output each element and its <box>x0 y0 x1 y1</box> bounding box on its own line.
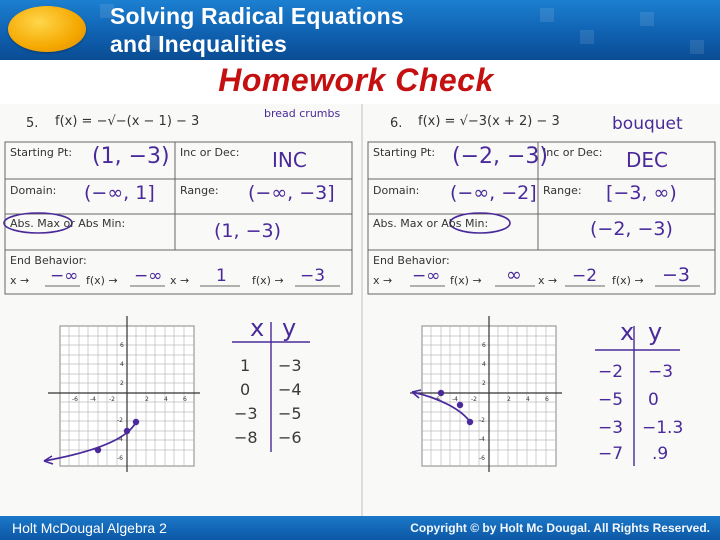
p5-row3-y: −5 <box>278 404 302 423</box>
p6-x-arrow-1: x → <box>373 274 393 287</box>
p5-range-label: Range: <box>180 184 219 197</box>
p5-row1-x: 1 <box>240 356 251 375</box>
svg-text:4: 4 <box>120 361 124 368</box>
p5-abs-answer: (1, −3) <box>214 220 282 242</box>
p6-row1-y: −3 <box>648 362 674 382</box>
p5-abs-label: Abs. Max or Abs Min: <box>10 217 126 230</box>
p6-eb2-fx: −3 <box>662 264 691 286</box>
p6-domain-answer: (−∞, −2] <box>450 182 537 204</box>
worksheet-image <box>0 104 720 516</box>
p6-inc-dec-answer: DEC <box>626 148 669 172</box>
p5-eb2-fx: −3 <box>300 266 326 286</box>
svg-text:6: 6 <box>183 396 187 403</box>
problem-6-number: 6. <box>390 116 403 131</box>
svg-text:-2: -2 <box>471 396 477 403</box>
p6-row3-y: −1.3 <box>642 418 684 438</box>
slide-footer <box>0 516 720 540</box>
p6-fx-arrow-2: f(x) → <box>612 274 644 287</box>
p6-x-arrow-2: x → <box>538 274 558 287</box>
p6-row4-y: .9 <box>652 444 669 464</box>
p6-inc-dec-label: Inc or Dec: <box>543 146 603 159</box>
p5-eb2-x: 1 <box>216 266 227 286</box>
graph-grid-right <box>410 316 562 472</box>
p5-row3-x: −3 <box>234 404 258 423</box>
problem-5-number: 5. <box>26 116 39 131</box>
p5-eb1-fx: −∞ <box>134 266 163 286</box>
p6-table-y-header: y <box>648 318 663 346</box>
p5-inc-dec-label: Inc or Dec: <box>180 146 240 159</box>
p5-domain-answer: (−∞, 1] <box>84 182 155 204</box>
footer-copyright: Copyright © by Holt Mc Dougal. All Rights Reserved. <box>410 521 710 535</box>
svg-text:4: 4 <box>526 396 530 403</box>
svg-text:-6: -6 <box>434 396 440 403</box>
svg-text:4: 4 <box>164 396 168 403</box>
svg-text:-4: -4 <box>90 396 96 403</box>
header-title-line1: Solving Radical Equations <box>110 3 404 29</box>
problem-6-function: f(x) = √−3(x + 2) − 3 <box>418 114 560 129</box>
p5-table-y-header: y <box>282 314 297 342</box>
p5-starting-pt-answer: (1, −3) <box>92 144 170 169</box>
p5-domain-label: Domain: <box>10 184 57 197</box>
p6-starting-pt-label: Starting Pt: <box>373 146 436 159</box>
p6-abs-label: Abs. Max or Abs Min: <box>373 217 489 230</box>
svg-text:-4: -4 <box>117 436 123 443</box>
p5-row4-y: −6 <box>278 428 302 447</box>
p6-starting-pt-answer: (−2, −3) <box>452 144 549 169</box>
p5-fx-arrow-2: f(x) → <box>252 274 284 287</box>
p5-row1-y: −3 <box>278 356 302 375</box>
svg-text:6: 6 <box>120 342 124 349</box>
svg-text:-6: -6 <box>479 455 485 462</box>
p6-row1-x: −2 <box>598 362 624 382</box>
p6-abs-answer: (−2, −3) <box>590 218 673 240</box>
p5-table-x-header: x <box>250 314 265 342</box>
logo-oval <box>8 6 86 52</box>
problem-5-function: f(x) = −√−(x − 1) − 3 <box>55 114 200 129</box>
p6-eb1-fx: ∞ <box>506 264 522 286</box>
svg-text:-4: -4 <box>479 436 485 443</box>
p6-row4-x: −7 <box>598 444 624 464</box>
p6-domain-label: Domain: <box>373 184 420 197</box>
svg-text:6: 6 <box>545 396 549 403</box>
header-title-line2: and Inequalities <box>110 31 288 57</box>
svg-text:4: 4 <box>482 361 486 368</box>
svg-text:-2: -2 <box>109 396 115 403</box>
p6-fx-arrow-1: f(x) → <box>450 274 482 287</box>
svg-text:2: 2 <box>507 396 511 403</box>
p5-eb1-x: −∞ <box>50 266 79 286</box>
p6-row2-x: −5 <box>598 390 624 410</box>
p6-range-answer: [−3, ∞) <box>606 182 677 204</box>
footer-course: Holt McDougal Algebra 2 <box>12 520 167 536</box>
p5-row2-x: 0 <box>240 380 251 399</box>
p6-row2-y: 0 <box>648 390 659 410</box>
p6-row3-x: −3 <box>598 418 624 438</box>
p6-table-x-header: x <box>620 318 635 346</box>
svg-text:2: 2 <box>482 380 486 387</box>
svg-text:-6: -6 <box>117 455 123 462</box>
p5-row4-x: −8 <box>234 428 258 447</box>
p5-x-arrow-2: x → <box>170 274 190 287</box>
svg-text:-2: -2 <box>479 417 485 424</box>
p5-starting-pt-label: Starting Pt: <box>10 146 73 159</box>
p5-x-arrow-1: x → <box>10 274 30 287</box>
p6-eb2-x: −2 <box>572 266 598 286</box>
svg-text:6: 6 <box>482 342 486 349</box>
slide-header <box>0 0 720 60</box>
p5-range-answer: (−∞, −3] <box>248 182 335 204</box>
p5-end-behavior-label: End Behavior: <box>10 254 87 267</box>
graph-grid-left <box>44 316 200 472</box>
p6-range-label: Range: <box>543 184 582 197</box>
problem-5-note: bread crumbs <box>264 107 341 120</box>
p5-row2-y: −4 <box>278 380 302 399</box>
slide-title: Homework Check <box>218 62 494 98</box>
svg-text:-2: -2 <box>117 417 123 424</box>
svg-text:2: 2 <box>120 380 124 387</box>
svg-text:2: 2 <box>145 396 149 403</box>
p6-eb1-x: −∞ <box>412 266 441 286</box>
p5-fx-arrow-1: f(x) → <box>86 274 118 287</box>
problem-6-note: bouquet <box>612 114 683 134</box>
svg-text:-6: -6 <box>72 396 78 403</box>
svg-text:-4: -4 <box>452 396 458 403</box>
p6-end-behavior-label: End Behavior: <box>373 254 450 267</box>
p5-inc-dec-answer: INC <box>272 148 307 172</box>
